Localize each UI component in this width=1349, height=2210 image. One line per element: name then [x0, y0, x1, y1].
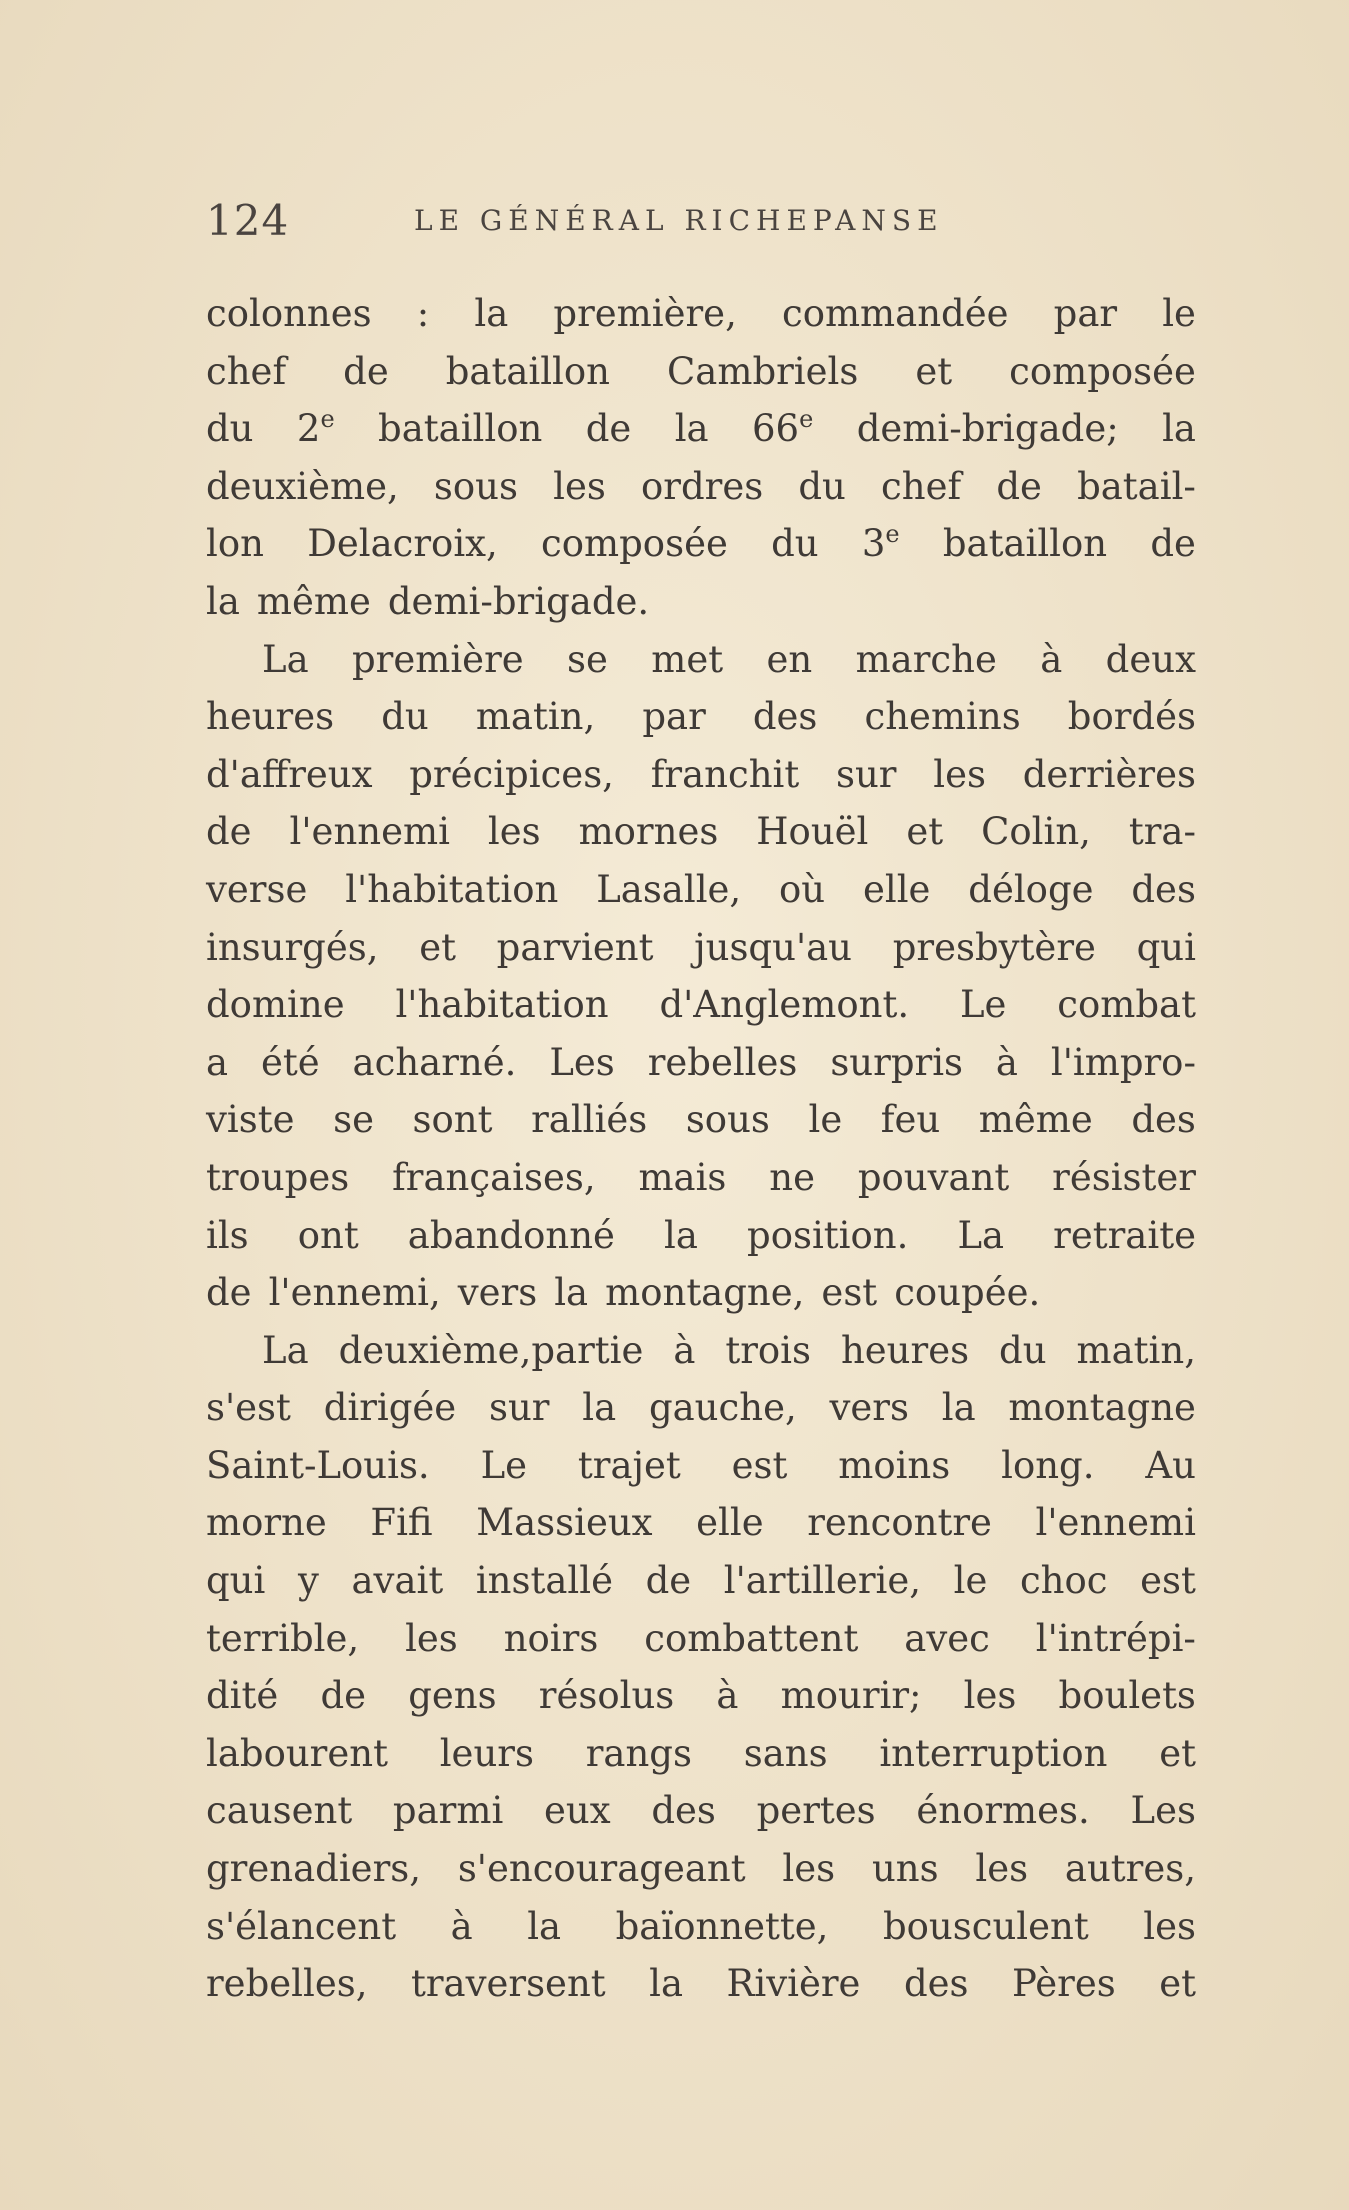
word: sur [835, 752, 897, 796]
word: demi-brigade; [856, 407, 1119, 451]
word: surpris [830, 1040, 964, 1084]
word: troupes [206, 1155, 350, 1199]
word: ne [769, 1155, 815, 1199]
word: Au [1145, 1443, 1196, 1487]
word: qui [206, 1559, 266, 1603]
word: uns [871, 1847, 939, 1891]
word: acharné. [352, 1040, 517, 1084]
word: se [333, 1098, 374, 1142]
text-line [206, 1437, 1196, 1495]
word: terrible, [206, 1616, 360, 1660]
word: montagne [1008, 1386, 1196, 1430]
word: deuxième,partie [338, 1328, 644, 1372]
word: avait [351, 1559, 444, 1603]
word: feu [880, 1098, 941, 1142]
word: la [1162, 407, 1196, 451]
word: insurgés, [206, 925, 379, 969]
word: matin, [1076, 1328, 1196, 1372]
text-line [206, 976, 1196, 1034]
word: du [381, 695, 429, 739]
word: ordres [641, 464, 764, 508]
text-line [206, 1667, 1196, 1725]
word: La [957, 1213, 1005, 1257]
word: bataillon [445, 349, 610, 393]
word: met [651, 637, 724, 681]
word: des [752, 695, 818, 739]
word: batail- [1077, 464, 1196, 508]
word: qui [1136, 925, 1196, 969]
word: l'artillerie, [723, 1559, 921, 1603]
word: du [206, 407, 254, 451]
word: verse [206, 867, 308, 911]
text-line [206, 861, 1196, 919]
word: le [1162, 292, 1196, 335]
word: parmi [392, 1789, 504, 1833]
word: par [1053, 292, 1118, 335]
word: gens [408, 1674, 497, 1718]
word: 3e [861, 520, 900, 566]
page-header [206, 196, 1196, 256]
word: position. [747, 1213, 909, 1257]
word: d'Anglemont. [659, 983, 910, 1027]
word: La [262, 637, 309, 681]
word: Fifi [370, 1501, 433, 1545]
word: leurs [439, 1731, 534, 1775]
word: sous [433, 464, 518, 508]
text-line [206, 688, 1196, 746]
word: et [906, 810, 944, 854]
word: tra- [1128, 810, 1196, 854]
word: bordés [1067, 695, 1196, 739]
text-line [206, 343, 1196, 401]
word: les [975, 1847, 1029, 1891]
word: de [585, 407, 632, 451]
text-line [206, 1782, 1196, 1840]
word: la [554, 1271, 589, 1315]
word: de [320, 1674, 367, 1718]
word: du [771, 522, 819, 566]
word: des [651, 1789, 716, 1833]
page-number: 124 [206, 196, 290, 245]
word: même [256, 579, 371, 623]
word: des [1131, 867, 1196, 911]
word: résolus [538, 1674, 675, 1718]
word: vers [829, 1386, 909, 1430]
word: et [1159, 1731, 1196, 1775]
text-line [206, 1840, 1196, 1898]
word: à [995, 1040, 1018, 1084]
word: mourir; [780, 1674, 922, 1718]
word: ils [206, 1213, 249, 1257]
word: mais [638, 1155, 727, 1199]
word: l'habitation [395, 983, 609, 1027]
word: derrières [1022, 752, 1196, 796]
word: l'ennemi [289, 810, 450, 854]
word: Delacroix, [307, 522, 498, 566]
word: Massieux [476, 1501, 653, 1545]
text-line [206, 1149, 1196, 1207]
word: énormes. [916, 1789, 1090, 1833]
word: du [999, 1328, 1047, 1372]
word: Les [1130, 1789, 1196, 1833]
word: grenadiers, [206, 1847, 422, 1891]
word: à [450, 1904, 473, 1948]
word: eux [544, 1789, 611, 1833]
word: 66e [752, 405, 814, 451]
word: domine [206, 983, 345, 1027]
word: à [716, 1674, 739, 1718]
text-line [206, 1034, 1196, 1092]
word: d'affreux [206, 752, 373, 796]
word: de [645, 1559, 692, 1603]
word: marche [855, 637, 997, 681]
word: autres, [1064, 1847, 1196, 1891]
word: : [416, 292, 430, 335]
word: installé [475, 1559, 613, 1603]
word: rebelles [647, 1040, 798, 1084]
word: Saint-Louis. [206, 1443, 430, 1487]
word: à [1040, 637, 1063, 681]
text-line [206, 1264, 1196, 1322]
word: avec [904, 1616, 990, 1660]
word: première, [553, 292, 737, 335]
word: deuxième, [206, 464, 399, 508]
word: première [352, 637, 524, 681]
text-line [206, 1322, 1196, 1380]
word: pouvant [857, 1155, 1010, 1199]
word: demi-brigade. [387, 579, 650, 623]
word: la [941, 1386, 976, 1430]
word: labourent [206, 1731, 388, 1775]
text-line [206, 458, 1196, 516]
word: sont [412, 1098, 493, 1142]
word: à [673, 1328, 696, 1372]
word: précipices, [409, 752, 614, 796]
word: est [1140, 1559, 1196, 1603]
word: bataillon [942, 522, 1108, 566]
word: s'encourageant [457, 1847, 746, 1891]
word: composée [541, 522, 728, 566]
word: et [915, 349, 953, 393]
word: Pères [1012, 1962, 1116, 2006]
word: lon [206, 522, 264, 566]
word: Cambriels [666, 349, 859, 393]
word: interruption [879, 1731, 1108, 1775]
word: jusqu'au [694, 925, 853, 969]
word: composée [1009, 349, 1196, 393]
word: rencontre [807, 1501, 992, 1545]
word: Rivière [726, 1962, 861, 2006]
word: La [262, 1328, 309, 1372]
word: morne [206, 1501, 327, 1545]
word: l'intrépi- [1035, 1616, 1196, 1660]
word: le [953, 1559, 988, 1603]
text-line [206, 573, 1196, 631]
word: viste [206, 1098, 295, 1142]
word: par [642, 695, 706, 739]
word: chemins [864, 695, 1021, 739]
word: 2e [296, 405, 335, 451]
word: Le [480, 1443, 528, 1487]
text-line [206, 285, 1196, 343]
word: y [297, 1559, 319, 1603]
word: et [1159, 1962, 1196, 2006]
text-line [206, 1898, 1196, 1956]
word: le [808, 1098, 843, 1142]
word: boulets [1058, 1674, 1196, 1718]
word: dirigée [323, 1386, 457, 1430]
text-line [206, 1610, 1196, 1668]
word: où [779, 867, 826, 911]
word: retraite [1053, 1213, 1196, 1257]
word: déloge [968, 867, 1094, 911]
word: pertes [756, 1789, 876, 1833]
word: chef [206, 349, 287, 393]
text-line [206, 1207, 1196, 1265]
word: du [798, 464, 846, 508]
word: deux [1105, 637, 1196, 681]
word: coupée. [894, 1271, 1041, 1315]
word: la [527, 1904, 562, 1948]
word: de [1150, 522, 1196, 566]
word: heures [206, 695, 335, 739]
word: combattent [644, 1616, 859, 1660]
word: résister [1052, 1155, 1196, 1199]
word: bataillon [378, 407, 543, 451]
word: bousculent [882, 1904, 1089, 1948]
word: presbytère [892, 925, 1096, 969]
word: de [996, 464, 1042, 508]
word: combat [1057, 983, 1196, 1027]
word: les [782, 1847, 836, 1891]
body-text [206, 285, 1196, 2013]
word: gauche, [648, 1386, 797, 1430]
word: la [474, 292, 509, 335]
word: noirs [503, 1616, 599, 1660]
word: l'ennemi [1035, 1501, 1196, 1545]
word: franchit [650, 752, 800, 796]
text-line [206, 1552, 1196, 1610]
word: elle [696, 1501, 764, 1545]
word: Les [549, 1040, 615, 1084]
text-line [206, 746, 1196, 804]
word: choc [1019, 1559, 1108, 1603]
word: chef [881, 464, 962, 508]
word: trajet [577, 1443, 681, 1487]
word: ralliés [531, 1098, 648, 1142]
word: se [567, 637, 608, 681]
word: vers [457, 1271, 538, 1315]
word: baïonnette, [615, 1904, 829, 1948]
text-line [206, 803, 1196, 861]
word: des [903, 1962, 969, 2006]
word: rangs [585, 1731, 692, 1775]
word: colonnes [206, 292, 372, 335]
word: sous [685, 1098, 770, 1142]
word: la [674, 407, 709, 451]
word: la [206, 579, 240, 623]
word: Houël [756, 810, 869, 854]
word: abandonné [407, 1213, 615, 1257]
word: de [343, 349, 389, 393]
word: les [963, 1674, 1017, 1718]
word: la [582, 1386, 617, 1430]
word: l'impro- [1050, 1040, 1196, 1084]
word: commandée [781, 292, 1009, 335]
word: montagne, [605, 1271, 805, 1315]
word: les [405, 1616, 458, 1660]
word: la [664, 1213, 698, 1257]
word: moins [838, 1443, 951, 1487]
word: rebelles, [206, 1962, 368, 2006]
word: Colin, [981, 810, 1091, 854]
text-line [206, 919, 1196, 977]
word: les [553, 464, 606, 508]
word: s'est [206, 1386, 291, 1430]
word: sur [488, 1386, 550, 1430]
word: françaises, [392, 1155, 596, 1199]
word: trois [725, 1328, 811, 1372]
text-line [206, 1091, 1196, 1149]
word: les [933, 752, 986, 796]
text-line [206, 1725, 1196, 1783]
word: causent [206, 1789, 353, 1833]
word: l'ennemi, [268, 1271, 441, 1315]
text-line [206, 1955, 1196, 2013]
word: s'élancent [206, 1904, 397, 1948]
word: est [821, 1271, 878, 1315]
running-head: LE GÉNÉRAL RICHEPANSE [414, 204, 944, 237]
word: les [487, 810, 541, 854]
word: heures [840, 1328, 970, 1372]
word: long. [1001, 1443, 1095, 1487]
text-line [206, 400, 1196, 458]
text-line [206, 515, 1196, 573]
word: parvient [496, 925, 654, 969]
word: sans [743, 1731, 828, 1775]
word: dité [206, 1674, 279, 1718]
word: les [1143, 1904, 1196, 1948]
word: Lasalle, [596, 867, 742, 911]
word: traversent [410, 1962, 606, 2006]
word: de [206, 810, 252, 854]
word: été [260, 1040, 320, 1084]
word: même [978, 1098, 1093, 1142]
word: de [206, 1271, 252, 1315]
word: des [1131, 1098, 1196, 1142]
text-line [206, 1494, 1196, 1552]
word: et [419, 925, 456, 969]
word: l'habitation [345, 867, 559, 911]
word: elle [862, 867, 931, 911]
word: la [649, 1962, 684, 2006]
word: ont [297, 1213, 359, 1257]
word: mornes [578, 810, 719, 854]
word: Le [959, 983, 1007, 1027]
text-line [206, 631, 1196, 689]
word: matin, [475, 695, 596, 739]
word: est [731, 1443, 788, 1487]
word: a [206, 1040, 229, 1084]
text-line [206, 1379, 1196, 1437]
word: en [766, 637, 813, 681]
